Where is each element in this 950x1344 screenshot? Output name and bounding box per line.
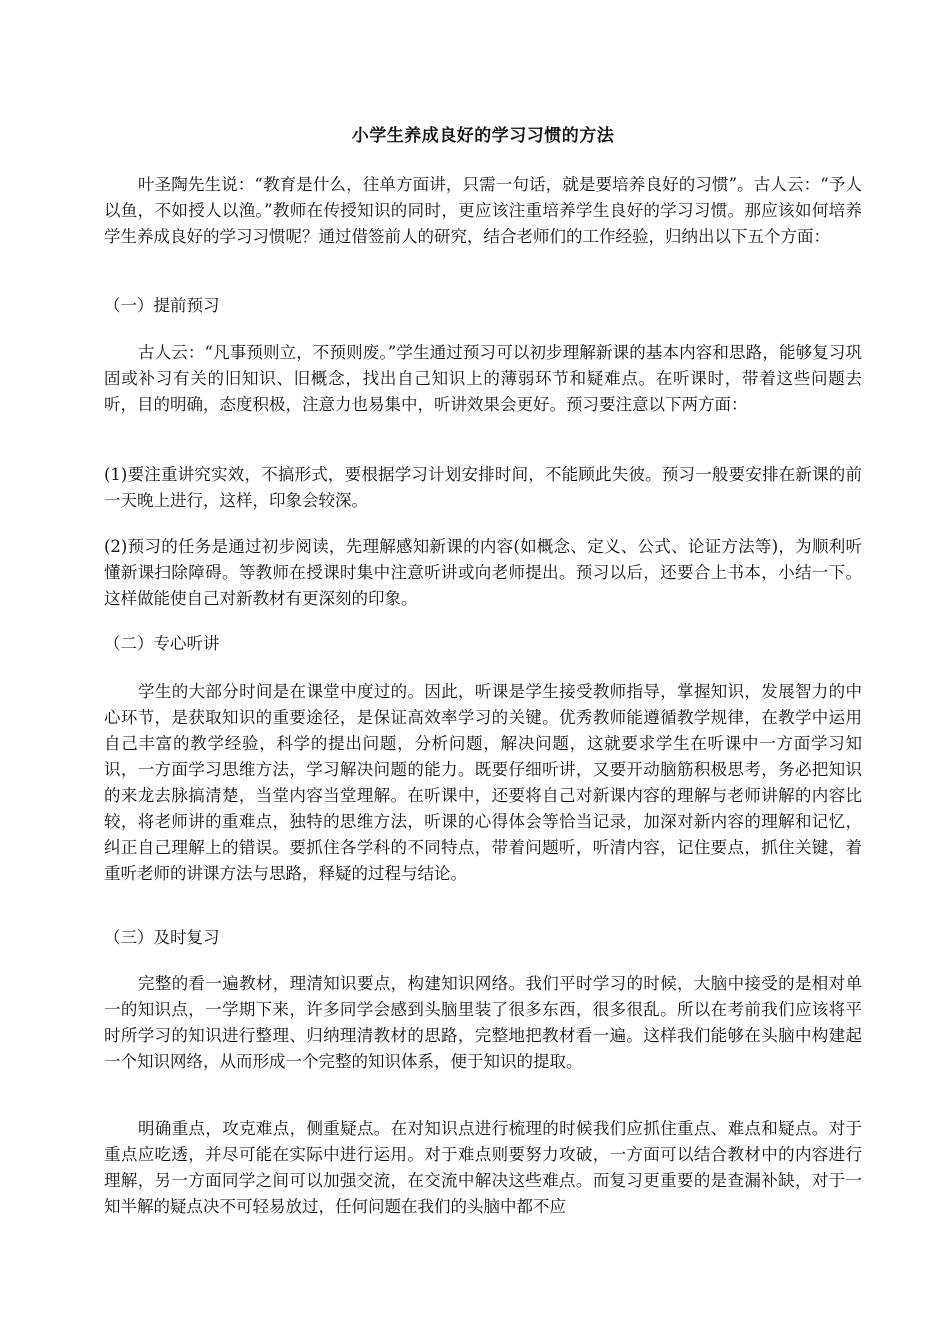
section-1-paragraph-1: 古人云：“凡事预则立，不预则废。”学生通过预习可以初步理解新课的基本内容和思路，能够复习巩固或补习有关的旧知识、旧概念，找出自己知识上的薄弱环节和疑难点。在听课时，带着这些问题去听，目的明确，态度积极，注意力也易集中，听讲效果会更好。预习要注意以下两方面： bbox=[104, 343, 862, 414]
section-heading-3: （三）及时复习 bbox=[104, 928, 220, 947]
section-3-paragraph-1: 完整的看一遍教材，理清知识要点，构建知识网络。我们平时学习的时候，大脑中接受的是相对单一的知识点，一学期下来，许多同学会感到头脑里装了很多东西，很多很乱。所以在考前我们应该将平时所学习的知识进行整理、归纳理清教材的思路，完整地把教材看一遍。这样我们能够在头脑中构建起一个知识网络，从而形成一个完整的知识体系，便于知识的提取。 bbox=[104, 974, 862, 1071]
section-heading-1: （一）提前预习 bbox=[104, 296, 220, 315]
section-2-paragraph-1: 学生的大部分时间是在课堂中度过的。因此，听课是学生接受教师指导，掌握知识，发展智力的中心环节，是获取知识的重要途径，是保证高效率学习的关键。优秀教师能遵循教学规律，在教学中运用自己丰富的教学经验，科学的提出问题，分析问题，解决问题，这就要求学生在听课中一方面学习知识，一方面学习思维方法，学习解决问题的能力。既要仔细听讲，又要开动脑筋积极思考，务必把知识的来龙去脉搞清楚，当堂内容当堂理解。在听课中，还要将自己对新课内容的理解与老师讲解的内容比较，将老师讲的重难点，独特的思维方法，听课的心得体会等恰当记录，加深对新内容的理解和记忆，纠正自己理解上的错误。要抓住各学科的不同特点，带着问题听，听清内容，记住要点，抓住关键，着重听老师的讲课方法与思路，释疑的过程与结论。 bbox=[104, 682, 862, 883]
section-3-paragraph-2: 明确重点，攻克难点，侧重疑点。在对知识点进行梳理的时候我们应抓住重点、难点和疑点。对于重点应吃透，并尽可能在实际中进行运用。对于难点则要努力攻破，一方面可以结合教材中的内容进行理解，另一方面同学之间可以加强交流，在交流中解决这些难点。而复习更重要的是查漏补缺，对于一知半解的疑点决不可轻易放过，任何问题在我们的头脑中都不应 bbox=[104, 1119, 862, 1216]
section-heading-2: （二）专心听讲 bbox=[104, 634, 220, 653]
section-1-paragraph-3: (2)预习的任务是通过初步阅读，先理解感知新课的内容(如概念、定义、公式、论证方法等)，为顺利听懂新课扫除障碍。等教师在授课时集中注意听讲或向老师提出。预习以后，还要合上书本，小结一下。这样做能使自己对新教材有更深刻的印象。 bbox=[104, 537, 862, 608]
document-title: 小学生养成良好的学习习惯的方法 bbox=[351, 126, 615, 146]
section-1-paragraph-2: (1)要注重讲究实效，不搞形式，要根据学习计划安排时间，不能顾此失彼。预习一般要安排在新课的前一天晚上进行，这样，印象会较深。 bbox=[104, 465, 862, 510]
intro-paragraph: 叶圣陶先生说：“教育是什么，往单方面讲，只需一句话，就是要培养良好的习惯”。古人云：“予人以鱼，不如授人以渔。”教师在传授知识的同时，更应该注重培养学生良好的学习习惯。那应该如何培养学生养成良好的学习习惯呢？通过借签前人的研究，结合老师们的工作经验，归纳出以下五个方面： bbox=[104, 175, 862, 246]
